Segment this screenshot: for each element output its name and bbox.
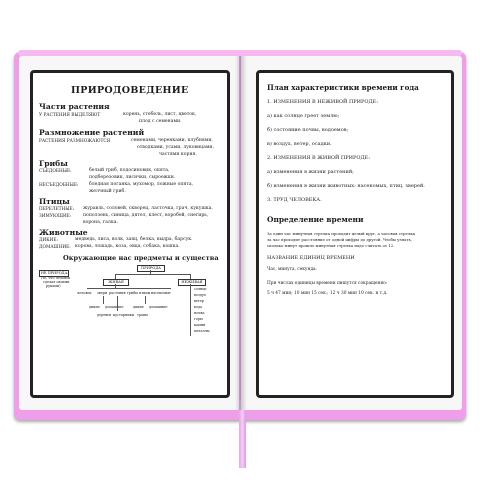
row-value: медведь, лиса, волк, заяц, белка, выдра, барсук. (75, 237, 193, 242)
nonliving-item: почва (194, 311, 205, 315)
nonliving-item: камни (194, 323, 206, 327)
row-value: семенами, черенками, клубнями, (131, 138, 213, 143)
nonliving-item: солнце (194, 287, 207, 291)
row-value: поползень, синица, дятел, клест, воробей, снегирь, (83, 213, 209, 218)
plant-type: деревья (97, 313, 112, 317)
plant-type: травы (137, 313, 148, 317)
plan-item: 3. ТРУД ЧЕЛОВЕКА. (267, 197, 322, 203)
nonliving-item: вода (194, 305, 203, 309)
plan-item: б) изменения в жизни животных: насекомых, птиц, зверей. (267, 183, 425, 189)
row-value: частями корня. (159, 152, 197, 157)
row-value: плод с семенами. (139, 119, 182, 124)
nonliving-item: металлы (194, 329, 210, 333)
nature-box: ПРИРОДА (137, 265, 165, 272)
row-label: У РАСТЕНИЯ ВЫДЕЛЯЮТ (39, 113, 101, 118)
nonliving-box: НЕЖИВАЯ (178, 279, 206, 286)
time-text-line: За один час минутная стрелка проходит целый круг, а часовая стрелка (267, 231, 416, 236)
living-item: человек (77, 291, 92, 295)
wild-domestic-label: домашние (105, 305, 124, 309)
ribbon-bookmark[interactable] (239, 400, 246, 468)
not-nature-note: сделал своими (43, 280, 70, 284)
wild-domestic-label: домашние (149, 305, 168, 309)
living-item: звери (97, 291, 108, 295)
row-value: корова, лошадь, коза, овца, собака, кошка. (75, 244, 180, 249)
section-heading-mushrooms: Грибы (39, 159, 68, 168)
plant-type: кустарники (113, 313, 134, 317)
row-label: ЗИМУЮЩИЕ: (39, 214, 72, 219)
not-nature-note: руками) (46, 284, 61, 288)
row-value: бледная поганка, мухомор, ложные опята, (89, 182, 194, 187)
living-item: насекомые (151, 291, 171, 295)
not-nature-note: (то, что человек (41, 276, 71, 280)
book-gutter (235, 56, 247, 410)
left-page-frame (30, 70, 230, 398)
page-title: ПРИРОДОВЕДЕНИЕ (71, 85, 189, 96)
row-label: НЕСЪЕДОБНЫЕ: (39, 183, 79, 188)
wild-domestic-label: дикие (89, 305, 100, 309)
units-example: 5 ч 47 мин; 10 мин 15 сек.; 12 ч 30 мин 10 сек. и т.д. (267, 291, 388, 296)
time-text-line: сколько минут прошло минутная стрелка надо считать от 12. (267, 243, 395, 248)
row-label: СЪЕДОБНЫЕ: (39, 169, 72, 174)
time-heading: Определение времени (267, 215, 364, 224)
living-item: растения (109, 291, 126, 295)
units-text: Час, минута, секунда. (267, 267, 317, 272)
diagram-heading: Окружающие нас предметы и существа (63, 254, 219, 262)
row-label: РАСТЕНИЯ РАЗМНОЖАЮТСЯ (39, 139, 111, 144)
living-item: птицы (139, 291, 151, 295)
units-heading: НАЗВАНИЕ ЕДИНИЦ ВРЕМЕНИ (267, 255, 355, 261)
row-value: подберезовик, лисички, сыроежки. (89, 175, 176, 180)
plan-item: в) воздух, ветер, осадки. (267, 141, 332, 147)
section-heading-parts: Части растения (39, 102, 110, 111)
living-item: грибы (127, 291, 138, 295)
plan-item: а) как солнце греет землю; (267, 113, 340, 119)
section-heading-birds: Птицы (39, 197, 70, 206)
plan-item: 1. ИЗМЕНЕНИЯ В НЕЖИВОЙ ПРИРОДЕ: (267, 99, 378, 105)
living-box: ЖИВАЯ (103, 279, 129, 286)
row-label: ПЕРЕЛЕТНЫЕ: (39, 207, 75, 212)
row-value: ворона, галка. (83, 220, 118, 225)
plan-title: План характеристики времени года (267, 83, 419, 92)
nonliving-item: ветер (194, 299, 204, 303)
row-label: ДОМАШНИЕ: (39, 245, 71, 250)
plan-item: 2. ИЗМЕНЕНИЯ В ЖИВОЙ ПРИРОДЕ: (267, 155, 370, 161)
time-text-line: за час проходит расстояние от одной цифры до другой. Чтобы узнать, (267, 237, 412, 242)
wild-domestic-label: дикие (133, 305, 144, 309)
section-heading-reproduction: Размножение растений (39, 128, 145, 137)
row-value: белый гриб, подосиновик, опята, (89, 168, 170, 173)
row-value: отводками, усами, луковицами, (137, 145, 214, 150)
not-nature-box: НЕ ПРИРОДА (40, 271, 68, 275)
nonliving-item: воздух (194, 293, 206, 297)
row-value: желчный гриб. (89, 189, 126, 194)
row-value: корень, стебель, лист, цветок, (123, 112, 197, 117)
row-value: журавль, соловей, скворец, ласточка, грач, кукушка. (83, 206, 213, 211)
row-label: ДИКИЕ: (39, 238, 58, 243)
nonliving-item: горы (194, 317, 203, 321)
right-page-frame (256, 70, 454, 398)
plan-item: а) изменения в жизни растений; (267, 169, 354, 175)
section-heading-animals: Животные (39, 228, 88, 237)
plan-item: б) состояние почвы, водоемов; (267, 127, 349, 133)
units-note: При числах единицы времени пишутся сокращенно: (267, 281, 388, 286)
